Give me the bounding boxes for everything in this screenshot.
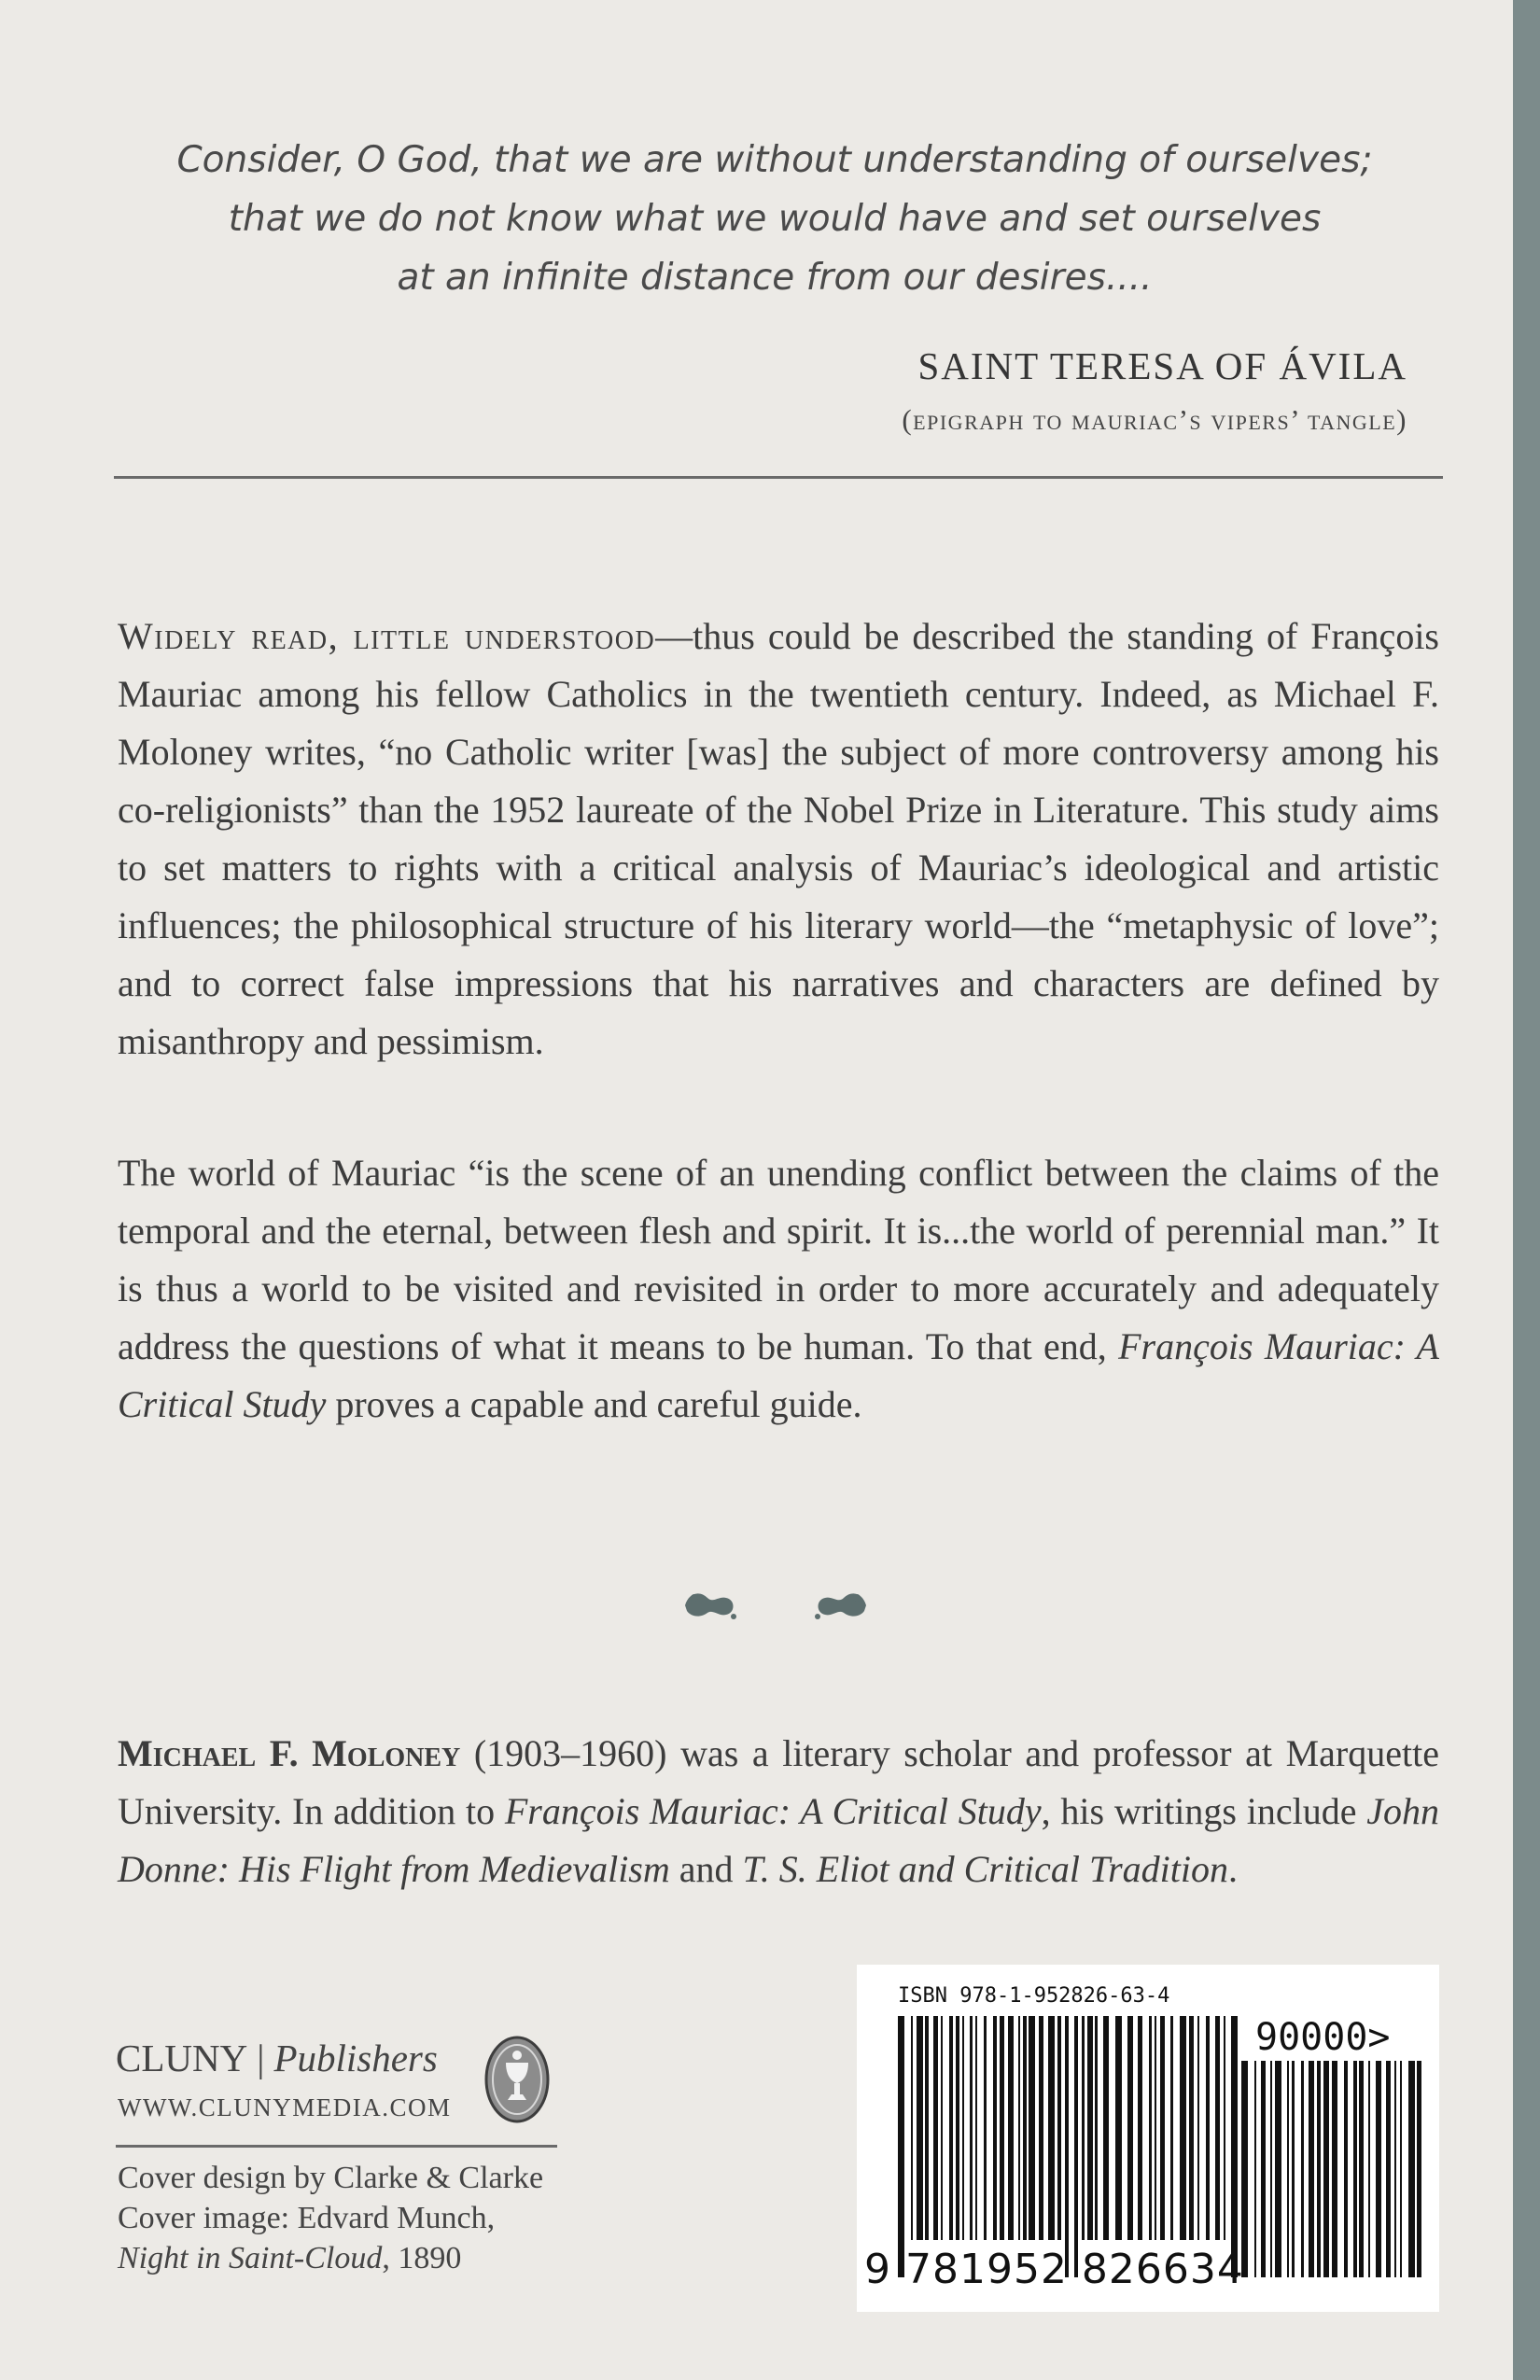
cover-image-credit: Cover image: Edvard Munch, xyxy=(118,2201,496,2235)
barcode-bar xyxy=(970,2016,973,2240)
author-work-2: John Donne: His Flight from Medievalism xyxy=(118,1790,1439,1890)
publisher-url[interactable]: WWW.CLUNYMEDIA.COM xyxy=(118,2093,452,2121)
author-name: Michael F. Moloney xyxy=(118,1732,461,1774)
barcode-bar xyxy=(1394,2061,1396,2277)
author-bio-text-b: , his writings include xyxy=(1041,1790,1367,1832)
author-work-1: François Mauriac: A Critical Study xyxy=(504,1790,1042,1832)
barcode-bar xyxy=(1287,2061,1289,2277)
barcode-bar xyxy=(917,2016,923,2240)
barcode-bar xyxy=(1018,2016,1020,2240)
barcode-bar xyxy=(1386,2061,1391,2277)
credits-divider xyxy=(116,2145,557,2148)
barcode-bar xyxy=(925,2016,929,2240)
ornament-left-icon xyxy=(681,1587,739,1624)
spine-strip xyxy=(1513,0,1540,2380)
barcode-bar xyxy=(1095,2016,1098,2240)
top-divider xyxy=(114,476,1443,479)
barcode-bar xyxy=(1197,2016,1199,2240)
blurb-paragraph-2 xyxy=(118,1144,1439,1434)
barcode-bar xyxy=(1301,2061,1304,2277)
publisher-label: Publishers xyxy=(273,2037,438,2079)
barcode-bar xyxy=(1231,2016,1238,2277)
blurb-paragraph-1-text: —thus could be described the standing of François Mauriac among his fellow Catholics in the twentieth century. Indeed, as Michael F. Moloney writes, “no Catholic writer [was] the subject of more controversy among his co-religionists” than the 1952 laureate of the Nobel Prize in Literature. This study aims to set matters to rights with a critical analysis of Mauriac’s ideological and artistic influences; the philosophical structure of his literary world—the “metaphysic of love”; and to correct false impressions that his narratives and characters are defined by misanthropy and pessimism. xyxy=(118,615,1439,1062)
barcode-bar xyxy=(962,2016,964,2240)
barcode-bar xyxy=(1170,2016,1173,2240)
barcode-bar xyxy=(975,2016,977,2240)
barcode-bar xyxy=(1376,2061,1381,2277)
isbn-text: ISBN 978-1-952826-63-4 xyxy=(898,1984,1170,2008)
blurb-paragraph-1 xyxy=(118,608,1439,1071)
barcode-bar xyxy=(898,2016,904,2277)
cover-image-title-line xyxy=(118,2238,543,2278)
barcode-bar xyxy=(1065,2016,1069,2277)
author-bio-text-c: and xyxy=(669,1848,743,1890)
barcode-bar xyxy=(941,2016,943,2240)
author-bio-text-a: (1903–1960) was a literary scholar and professor at Marquette University. In addition to xyxy=(118,1732,1439,1832)
barcode-bar xyxy=(1206,2016,1210,2240)
barcode-bar xyxy=(1353,2061,1357,2277)
barcode-bar xyxy=(911,2016,913,2240)
isbn-barcode-icon xyxy=(898,2016,1243,2277)
cover-image-year: , 1890 xyxy=(382,2241,462,2275)
barcode-bar xyxy=(1115,2016,1122,2240)
barcode-bar xyxy=(1224,2016,1225,2240)
barcode-bar xyxy=(1087,2016,1093,2240)
blurb-lead-in: Widely read, little understood xyxy=(118,615,656,657)
price-code: 90000> xyxy=(1255,2016,1391,2059)
barcode-bar xyxy=(984,2016,987,2240)
cover-design-credit: Cover design by Clarke & Clarke xyxy=(118,2161,544,2195)
barcode-bar xyxy=(1138,2016,1142,2240)
barcode-bar xyxy=(1261,2061,1266,2277)
barcode-bar xyxy=(956,2016,959,2240)
barcode-bar xyxy=(1057,2016,1061,2240)
epigraph-line-2: that we do not know what we would have and set ourselves xyxy=(228,198,1322,240)
barcode-bar xyxy=(1368,2061,1370,2277)
barcode-bar xyxy=(1309,2061,1314,2277)
barcode-bar xyxy=(1275,2061,1281,2277)
barcode-bar xyxy=(1189,2016,1194,2240)
epigraph-source: (epigraph to mauriac’s vipers’ tangle) xyxy=(902,403,1407,436)
barcode-bar xyxy=(1074,2016,1078,2277)
barcode-bar xyxy=(1160,2016,1165,2240)
barcode-bar xyxy=(1149,2016,1152,2240)
barcode-bar xyxy=(1180,2016,1186,2240)
epigraph-line-1: Consider, O God, that we are without understanding of ourselves; xyxy=(176,139,1373,181)
cover-image-title: Night in Saint-Cloud xyxy=(118,2241,383,2275)
epigraph-attribution: SAINT TERESA OF ÁVILA xyxy=(917,344,1407,387)
barcode-bar xyxy=(1215,2016,1220,2240)
barcode-bar xyxy=(1332,2061,1337,2277)
book-title: François Mauriac: A Critical Study xyxy=(118,1325,1439,1425)
barcode-bar xyxy=(1000,2016,1004,2240)
barcode-bar xyxy=(1048,2016,1055,2240)
epigraph-quote xyxy=(140,131,1409,307)
barcode-bar xyxy=(1082,2016,1085,2240)
chalice-seal-icon xyxy=(483,2035,551,2124)
barcode-bar xyxy=(1408,2061,1415,2277)
publisher-name xyxy=(116,2036,438,2080)
barcode-bar xyxy=(1359,2061,1364,2277)
barcode-bar xyxy=(1344,2061,1348,2277)
barcode-bar xyxy=(1323,2061,1329,2277)
blurb-paragraph-2-text-b: proves a capable and careful guide. xyxy=(326,1383,862,1425)
barcode-bar xyxy=(1400,2061,1402,2277)
barcode-bar xyxy=(1023,2016,1027,2240)
barcode-bar xyxy=(933,2016,938,2240)
barcode-bar xyxy=(1417,2061,1421,2277)
barcode-bar xyxy=(1155,2016,1156,2240)
barcode-bar xyxy=(1029,2016,1035,2240)
barcode-bar xyxy=(1127,2016,1133,2240)
author-bio-text-d: . xyxy=(1227,1848,1238,1890)
barcode-digits: 9 781952 826634 xyxy=(864,2246,1244,2293)
barcode-bar xyxy=(1317,2061,1321,2277)
barcode-bar xyxy=(1270,2061,1272,2277)
author-bio xyxy=(118,1725,1439,1898)
epigraph-line-3: at an infinite distance from our desires.... xyxy=(397,257,1153,299)
barcode-bar xyxy=(1039,2016,1043,2240)
ornament-right-icon xyxy=(812,1587,870,1624)
barcode-bar xyxy=(1292,2061,1295,2277)
barcode-bar xyxy=(1254,2061,1256,2277)
blurb-paragraph-2-text-a: The world of Mauriac “is the scene of an unending conflict between the claims of the temporal and the eternal, between flesh and spirit. It is...the world of perennial man.” It is thus a world to be visited and revisited in order to more accurately and adequately address the questions of what it means to be human. To that end, xyxy=(118,1152,1439,1367)
publisher-divider: | xyxy=(257,2037,265,2079)
price-barcode-icon xyxy=(1241,2061,1428,2277)
publisher-wordmark: CLUNY xyxy=(116,2037,248,2079)
barcode-bar xyxy=(1103,2016,1109,2240)
cover-credits xyxy=(118,2158,543,2278)
barcode-bar xyxy=(949,2016,953,2240)
author-work-3: T. S. Eliot and Critical Tradition xyxy=(742,1848,1228,1890)
barcode-bar xyxy=(1008,2016,1014,2240)
barcode-bar xyxy=(993,2016,997,2240)
